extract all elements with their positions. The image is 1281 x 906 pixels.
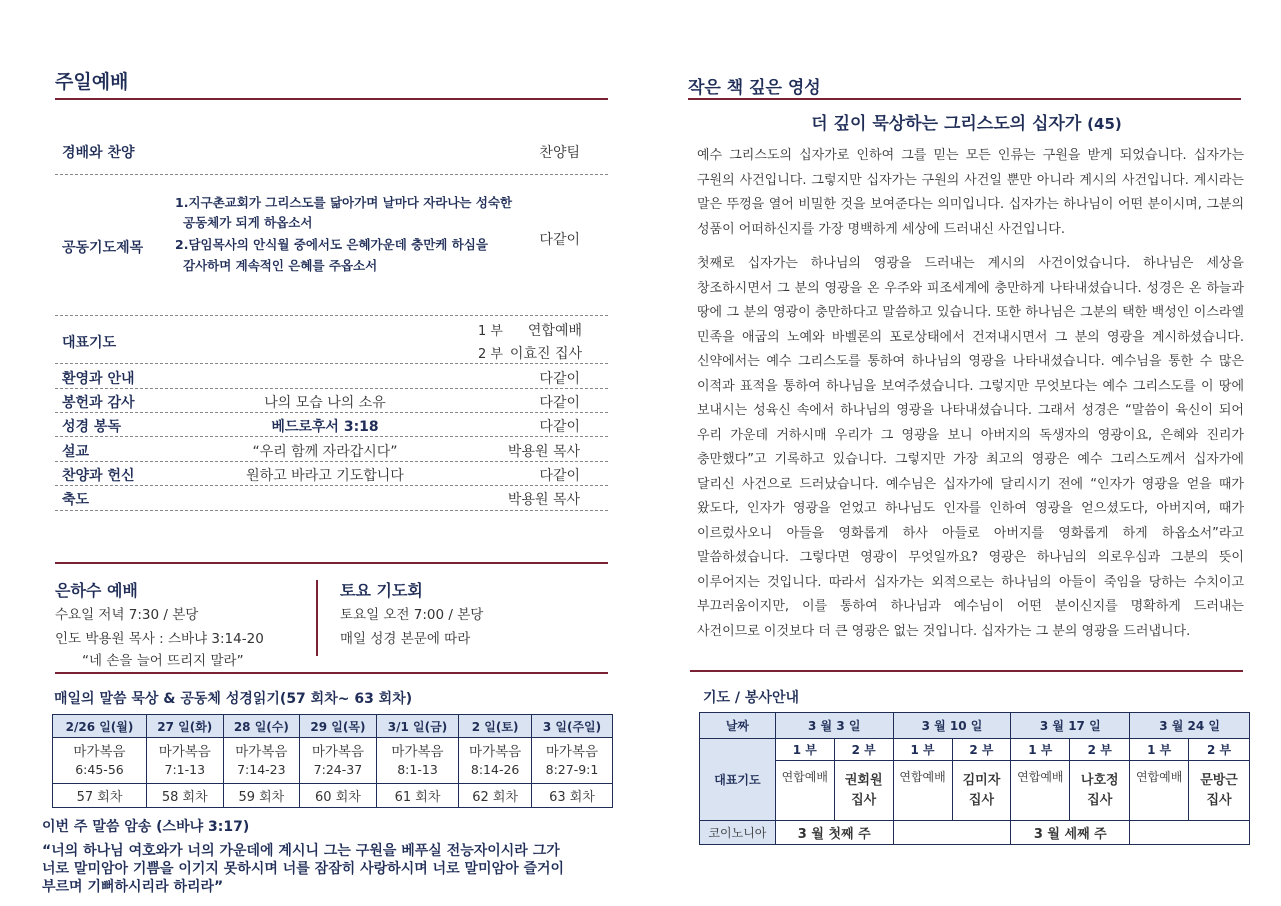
prayer-item-2-cont: 감사하며 계속적인 은혜를 주옵소서 <box>183 258 378 273</box>
offering-leader: 다같이 <box>539 395 580 411</box>
rep-prayer-name2: 이효진 집사 <box>509 346 582 362</box>
ref: 7:24-37 <box>313 761 363 777</box>
prayer-leader <box>952 761 1011 821</box>
rep-prayer-part1: 1 부 <box>478 324 503 339</box>
rep-prayer-label: 대표기도 <box>62 335 117 351</box>
rep-prayer-part2: 2 부 <box>478 347 503 362</box>
devotional-title: 작은 책 깊은 영성 <box>688 78 821 98</box>
part-label: 1 부 <box>1130 739 1189 761</box>
article-number: (45) <box>1087 115 1122 133</box>
saturday-prayer-title: 토요 기도회 <box>340 581 423 600</box>
hymn-leader: 다같이 <box>539 468 580 484</box>
ref: 8:27-9:1 <box>545 761 599 777</box>
book: 마가복음 <box>469 743 522 760</box>
welcome-leader: 다같이 <box>539 371 580 387</box>
reading-cell <box>223 738 300 784</box>
text-line: 이르렀사오니 아들을 영화롭게 하사 아들로 아버지를 영화롭게 하게 하옵소서”라고 <box>697 525 1244 541</box>
session-count: 62 회차 <box>459 784 532 808</box>
offering-label: 봉헌과 감사 <box>62 395 135 411</box>
reading-cell <box>146 738 223 784</box>
saturday-note: 매일 성경 본문에 따라 <box>340 631 471 647</box>
rep-prayer-row-label: 대표기도 <box>700 739 776 821</box>
text-line: 예수 그리스도의 십자가로 인하여 그를 믿는 모든 인류는 구원을 받게 되었습니다. 십자가는 <box>697 148 1244 163</box>
text-line: 이적과 표적을 통하여 하나님을 보여주셨습니다. 그렇지만 무엇보다는 예수 그리스도를 이 땅에 <box>697 378 1244 394</box>
part-label: 2 부 <box>834 739 893 761</box>
praise-label: 경배와 찬양 <box>62 145 135 161</box>
text-line: 구원의 사건입니다. 그렇지만 십자가는 구원의 사건일 뿐만 아니라 계시의 사건입니다. 계시라는 <box>697 172 1244 188</box>
part-label: 1 부 <box>1011 739 1070 761</box>
sermon-title: “우리 함께 자라갑시다” <box>252 444 398 460</box>
article-paragraph-2 <box>697 252 1244 644</box>
reading-cell <box>376 738 459 784</box>
text-line: 민족을 애굽의 노예와 바벨론의 포로상태에서 건져내시면서 그 분의 영광을 계시하셨습니다. <box>697 329 1244 345</box>
duty-table <box>699 712 1250 845</box>
divider <box>55 315 608 316</box>
wednesday-leader: 인도 박용원 목사 : 스바냐 3:14-20 <box>55 631 264 647</box>
table-row <box>53 784 613 808</box>
wednesday-service-title: 은하수 예배 <box>55 581 138 600</box>
date-cell: 3 월 24 일 <box>1130 713 1250 739</box>
koinonia-empty <box>893 821 1011 845</box>
divider <box>55 510 608 511</box>
date-cell: 3 월 3 일 <box>775 713 893 739</box>
divider <box>55 388 608 389</box>
wednesday-time: 수요일 저녁 7:30 / 본당 <box>55 607 199 623</box>
leader-name: 문방근 <box>1200 772 1238 788</box>
prayer-item-1: 1.지구촌교회가 그리스도를 닮아가며 날마다 자라나는 성숙한 <box>175 195 513 210</box>
leader-name: 김미자 <box>962 772 1001 788</box>
joint-prayer-leader: 다같이 <box>539 232 580 248</box>
text-line: 첫째로 십자가는 하나님의 영광을 드러내는 계시의 사건이었습니다. 하나님은 세상을 <box>697 256 1244 271</box>
text-line: 달리신 사건으로 드러났습니다. 예수님은 십자가에 달리시기 전에 “인자가 영광을 얻을 때가 <box>697 476 1244 492</box>
memory-verse-line-2: 너로 말미암아 기쁨을 이기지 못하시며 너를 잠잠히 사랑하시며 너로 말미암아 즐거이 <box>42 861 565 877</box>
koinonia-week: 3 월 첫째 주 <box>775 821 893 845</box>
part-label: 1 부 <box>893 739 952 761</box>
memory-verse-title: 이번 주 말씀 암송 (스바냐 3:17) <box>42 819 250 835</box>
worship-title: 주일예배 <box>55 71 129 93</box>
ref: 6:45-56 <box>75 761 124 777</box>
part-label: 1 부 <box>775 739 834 761</box>
part-label: 2 부 <box>952 739 1011 761</box>
day-header: 3/1 일(금) <box>376 715 459 738</box>
reading-cell <box>53 738 147 784</box>
text-line: 부끄러움이지만, 이를 통하여 하나님과 예수님이 어떤 분이신지를 명확하게 드러내는 <box>697 599 1244 614</box>
text-line: 우리 가운데 거하시매 우리가 그 영광을 보니 아버지의 독생자의 영광이요, 은혜와 진리가 <box>697 427 1244 443</box>
text-line: 말씀하셨습니다. 그렇다면 영광이 무엇일까요? 영광은 하나님의 의로우심과 그분의 뜻이 <box>697 550 1244 565</box>
day-header: 28 일(수) <box>223 715 300 738</box>
divider <box>55 461 608 462</box>
joint-prayer-label: 공동기도제목 <box>62 240 144 256</box>
ref: 7:14-23 <box>237 761 286 777</box>
text-line: 창조하시면서 그 분의 영광을 온 우주와 피조세계에 충만하게 나타내셨습니다. 성경은 온 하늘과 <box>697 280 1244 296</box>
session-count: 60 회차 <box>300 784 377 808</box>
book: 마가복음 <box>73 743 126 760</box>
date-header: 날짜 <box>700 713 776 739</box>
book: 마가복음 <box>158 743 211 760</box>
leader-title: 집사 <box>968 792 995 808</box>
section-rule <box>55 672 608 674</box>
ref: 8:1-13 <box>397 761 438 777</box>
text-line: 성품이 어떠하신지를 가장 명백하게 세상에 드러내신 사건입니다. <box>697 221 1065 237</box>
date-cell: 3 월 10 일 <box>893 713 1011 739</box>
table-row <box>700 739 1250 761</box>
table-row <box>700 713 1250 739</box>
reading-cell <box>531 738 612 784</box>
united-service: 연합예배 <box>1130 761 1189 821</box>
memory-verse-line-1: “너의 하나님 여호와가 너의 가운데에 계시니 그는 구원을 베푸실 전능자이시라 그가 <box>42 843 560 859</box>
table-row <box>700 761 1250 821</box>
article-paragraph-1 <box>697 144 1244 242</box>
prayer-leader <box>1189 761 1250 821</box>
section-rule <box>690 670 1243 672</box>
divider <box>55 363 608 364</box>
table-row <box>53 715 613 738</box>
book: 마가복음 <box>311 743 365 760</box>
leader-name: 나호정 <box>1080 772 1119 788</box>
duty-title: 기도 / 봉사안내 <box>703 690 800 706</box>
hymn-title: 원하고 바라고 기도합니다 <box>246 468 404 484</box>
divider <box>55 412 608 413</box>
united-service: 연합예배 <box>775 761 834 821</box>
text-line: 말은 뚜껑을 열어 비밀한 것을 보여준다는 의미입니다. 십자가는 하나님이 어떤 분이시며, 그분의 <box>697 197 1244 212</box>
session-count: 61 회차 <box>376 784 459 808</box>
leader-title: 집사 <box>1087 792 1113 808</box>
text-line: 땅에 그 분의 영광이 충만하다고 말씀하고 있습니다. 또한 하나님은 그분의 택한 백성인 이스라엘 <box>697 305 1244 320</box>
reading-cell <box>459 738 532 784</box>
title-rule <box>55 98 608 100</box>
day-header: 2/26 일(월) <box>53 715 147 738</box>
prayer-item-1-cont: 공동체가 되게 하옵소서 <box>183 215 313 230</box>
table-row <box>700 821 1250 845</box>
session-count: 63 회차 <box>531 784 612 808</box>
reading-passage: 베드로후서 3:18 <box>271 419 379 435</box>
part-label: 2 부 <box>1070 739 1130 761</box>
prayer-leader <box>834 761 893 821</box>
session-count: 57 회차 <box>53 784 147 808</box>
session-count: 59 회차 <box>223 784 300 808</box>
leader-title: 집사 <box>851 792 877 808</box>
day-header: 2 일(토) <box>459 715 532 738</box>
prayer-leader <box>1070 761 1130 821</box>
reading-leader: 다같이 <box>539 419 580 435</box>
memory-verse-line-3: 부르며 기뻐하시리라 하리라” <box>42 879 224 895</box>
title-rule <box>688 98 1241 100</box>
book: 마가복음 <box>391 743 444 760</box>
session-count: 58 회차 <box>146 784 223 808</box>
article-title <box>690 109 1243 134</box>
leader-title: 집사 <box>1206 792 1232 808</box>
divider <box>55 485 608 486</box>
prayer-item-2: 2.담임목사의 안식월 중에서도 은혜가운데 충만케 하심을 <box>175 237 488 252</box>
saturday-time: 토요일 오전 7:00 / 본당 <box>340 607 484 623</box>
united-service: 연합예배 <box>1011 761 1070 821</box>
text-line: 충만했다”고 기록하고 있습니다. 그렇지만 가장 최고의 영광은 예수 그리스도께서 십자가에 <box>697 452 1244 467</box>
date-cell: 3 월 17 일 <box>1011 713 1130 739</box>
blessing-label: 축도 <box>62 492 90 508</box>
welcome-label: 환영과 안내 <box>62 371 135 387</box>
box-divider <box>316 580 318 656</box>
sermon-label: 설교 <box>62 444 90 460</box>
blessing-leader: 박용원 목사 <box>507 492 580 508</box>
united-service: 연합예배 <box>893 761 952 821</box>
part-label: 2 부 <box>1189 739 1250 761</box>
rep-prayer-name1: 연합예배 <box>527 323 582 339</box>
divider <box>55 174 608 175</box>
day-header: 27 일(화) <box>146 715 223 738</box>
book: 마가복음 <box>235 743 288 760</box>
text-line: 사건이므로 이것보다 더 큰 영광은 없는 것입니다. 십자가는 그 분의 영광을 드러냅니다. <box>697 623 1191 639</box>
koinonia-week: 3 월 세째 주 <box>1011 821 1130 845</box>
text-line: 이루어지는 것입니다. 따라서 십자가는 외적으로는 하나님의 아들이 죽임을 당하는 수치이고 <box>697 574 1244 590</box>
reading-label: 성경 봉독 <box>62 419 121 435</box>
praise-leader: 찬양팀 <box>539 145 580 161</box>
wednesday-message: “네 손을 늘어 뜨리지 말라” <box>82 653 244 669</box>
day-header: 3 일(주일) <box>531 715 612 738</box>
text-line: 신약에서는 예수 그리스도를 통하여 하나님의 영광을 나타내셨습니다. 예수님을 통한 수 많은 <box>697 354 1244 369</box>
ref: 7:1-13 <box>164 761 206 777</box>
hymn-label: 찬양과 헌신 <box>62 468 135 484</box>
divider <box>55 436 608 437</box>
book: 마가복음 <box>545 743 599 760</box>
table-row <box>53 738 613 784</box>
text-line: 왔도다, 인자가 영광을 얻었고 하나님도 인자를 인하여 영광을 얻으셨도다, 아버지여, 때가 <box>697 501 1244 516</box>
day-header: 29 일(목) <box>300 715 377 738</box>
reading-plan-title: 매일의 말씀 묵상 & 공동체 성경읽기(57 회차~ 63 회차) <box>54 691 413 707</box>
koinonia-empty <box>1130 821 1250 845</box>
section-rule <box>55 562 608 564</box>
leader-name: 권회원 <box>844 772 883 788</box>
text-line: 보내시는 성육신 속에서 하나님의 영광을 나타내셨습니다. 그래서 성경은 “말씀이 육신이 되어 <box>697 403 1244 418</box>
article-heading: 더 깊이 묵상하는 그리스도의 십자가 <box>811 114 1082 134</box>
offering-song: 나의 모습 나의 소유 <box>264 395 386 411</box>
ref: 8:14-26 <box>470 761 520 777</box>
reading-plan-table <box>52 714 613 808</box>
sermon-preacher: 박용원 목사 <box>507 444 580 460</box>
reading-cell <box>300 738 377 784</box>
koinonia-label: 코이노니아 <box>700 821 776 845</box>
